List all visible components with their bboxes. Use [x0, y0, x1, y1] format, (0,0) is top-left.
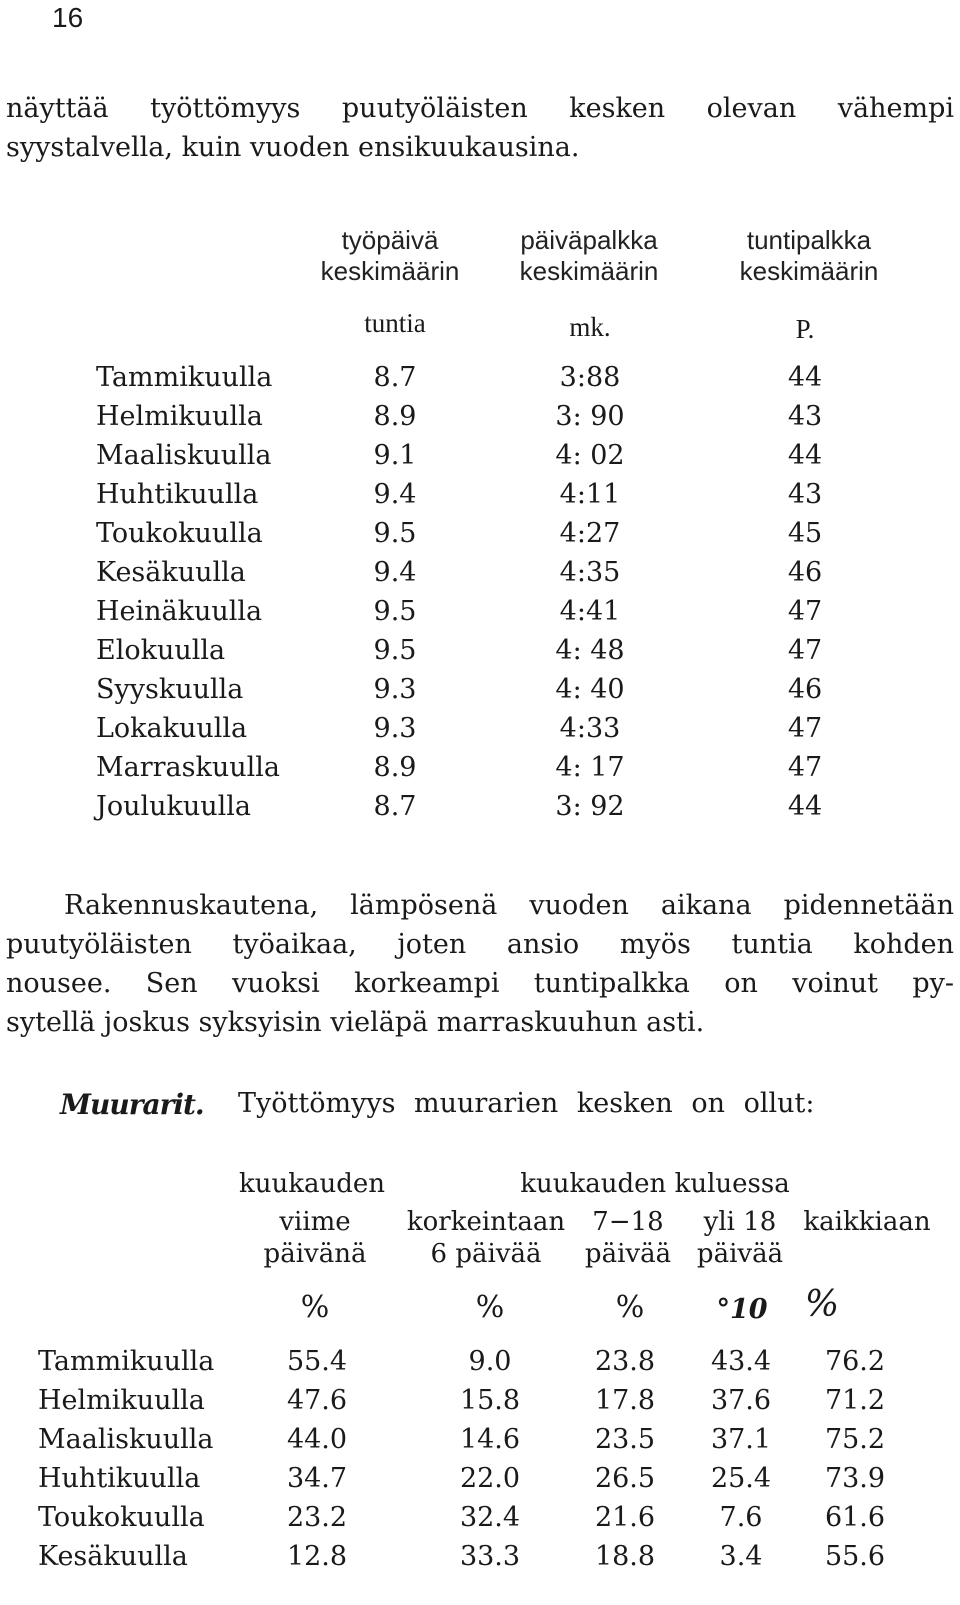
daily-wage-cell: 3: 92	[555, 791, 625, 822]
value-cell: 37.6	[710, 1385, 772, 1416]
table2-header-last-day	[245, 1206, 385, 1270]
mid-paragraph	[6, 886, 954, 1042]
month-cell: Helmikuulla	[96, 401, 263, 432]
table2-header-7-18-days	[578, 1206, 678, 1270]
hourly-wage-cell: 47	[787, 635, 823, 666]
table2-unit: %	[300, 1290, 330, 1325]
text-line: sytellä joskus syksyisin vieläpä marraskuuhun asti.	[6, 1007, 705, 1038]
table2-unit: %	[615, 1290, 645, 1325]
text-line: syystalvella, kuin vuoden ensikuukausina.	[6, 132, 580, 163]
value-cell: 73.9	[824, 1463, 886, 1494]
header-line: 6 päivää	[430, 1239, 542, 1269]
value-cell: 22.0	[459, 1463, 521, 1494]
value-cell: 3.4	[719, 1541, 763, 1572]
month-cell: Heinäkuulla	[96, 596, 263, 627]
month-cell: Toukokuulla	[38, 1502, 205, 1533]
header-line: viime	[279, 1207, 351, 1237]
month-cell: Huhtikuulla	[96, 479, 259, 510]
value-cell: 44.0	[286, 1424, 348, 1455]
hourly-wage-cell: 45	[787, 518, 823, 549]
hourly-wage-cell: 47	[787, 596, 823, 627]
section-heading-muurarit: Muurarit.	[60, 1088, 204, 1121]
table-row	[0, 514, 960, 553]
value-cell: 7.6	[719, 1502, 763, 1533]
value-cell: 55.4	[286, 1346, 348, 1377]
table1-unit-daily-wage: mk.	[569, 312, 611, 342]
table1-unit-hourly-wage: P.	[795, 314, 815, 344]
header-line: kaikkiaan	[803, 1207, 931, 1237]
table-row	[0, 709, 960, 748]
month-cell: Maaliskuulla	[38, 1424, 214, 1455]
table-row	[0, 1537, 960, 1576]
month-cell: Syyskuulla	[96, 674, 244, 705]
hours-cell: 9.4	[373, 479, 417, 510]
value-cell: 32.4	[459, 1502, 521, 1533]
value-cell: 47.6	[286, 1385, 348, 1416]
table2-header-total	[798, 1206, 936, 1238]
value-cell: 71.2	[824, 1385, 886, 1416]
value-cell: 15.8	[459, 1385, 521, 1416]
table-row	[0, 1381, 960, 1420]
daily-wage-cell: 4: 48	[555, 635, 625, 666]
header-line: keskimäärin	[519, 256, 659, 286]
hours-cell: 9.1	[373, 440, 417, 471]
hourly-wage-cell: 43	[787, 401, 823, 432]
month-cell: Helmikuulla	[38, 1385, 205, 1416]
value-cell: 37.1	[710, 1424, 772, 1455]
value-cell: 12.8	[286, 1541, 348, 1572]
month-cell: Kesäkuulla	[38, 1541, 188, 1572]
daily-wage-cell: 4: 02	[555, 440, 625, 471]
header-line: päiväpalkka	[520, 225, 658, 255]
hours-cell: 9.5	[373, 635, 417, 666]
page-number: 16	[52, 2, 84, 33]
hourly-wage-cell: 44	[787, 440, 823, 471]
daily-wage-cell: 4:11	[559, 479, 621, 510]
table2-unit: %	[804, 1284, 840, 1325]
value-cell: 33.3	[459, 1541, 521, 1572]
table-row	[0, 1420, 960, 1459]
month-cell: Toukokuulla	[96, 518, 263, 549]
value-cell: 9.0	[468, 1346, 512, 1377]
value-cell: 21.6	[594, 1502, 656, 1533]
table-row	[0, 553, 960, 592]
table-row	[0, 592, 960, 631]
hourly-wage-cell: 46	[787, 674, 823, 705]
header-line: 7−18	[592, 1207, 664, 1237]
header-line: työpäivä	[341, 225, 439, 255]
table1-header-hourly-wage	[716, 225, 902, 287]
daily-wage-cell: 4:35	[559, 557, 621, 588]
table-row	[0, 436, 960, 475]
table2-group-header-left: kuukauden	[238, 1169, 386, 1199]
table-row	[0, 1459, 960, 1498]
intro-paragraph	[6, 89, 954, 167]
value-cell: 25.4	[710, 1463, 772, 1494]
daily-wage-cell: 3: 90	[555, 401, 625, 432]
hourly-wage-cell: 46	[787, 557, 823, 588]
header-line: päivänä	[263, 1239, 367, 1269]
table2-group-header-right: kuukauden kuluessa	[520, 1169, 790, 1199]
table2-unit: %	[475, 1290, 505, 1325]
daily-wage-cell: 4: 40	[555, 674, 625, 705]
hours-cell: 9.3	[373, 674, 417, 705]
table-row	[0, 475, 960, 514]
month-cell: Tammikuulla	[96, 362, 273, 393]
table-row	[0, 358, 960, 397]
table2-header-over-18-days	[688, 1206, 792, 1270]
month-cell: Joulukuulla	[96, 791, 251, 822]
table-row	[0, 1498, 960, 1537]
hours-cell: 8.7	[373, 362, 417, 393]
value-cell: 23.8	[594, 1346, 656, 1377]
table-row	[0, 748, 960, 787]
month-cell: Maaliskuulla	[96, 440, 272, 471]
month-cell: Huhtikuulla	[38, 1463, 201, 1494]
hours-cell: 8.9	[373, 752, 417, 783]
hours-cell: 9.4	[373, 557, 417, 588]
value-cell: 76.2	[824, 1346, 886, 1377]
table-row	[0, 670, 960, 709]
value-cell: 61.6	[824, 1502, 886, 1533]
table1-header-hours	[300, 225, 480, 287]
header-line: keskimäärin	[739, 256, 879, 286]
value-cell: 23.5	[594, 1424, 656, 1455]
value-cell: 34.7	[286, 1463, 348, 1494]
daily-wage-cell: 3:88	[559, 362, 621, 393]
value-cell: 75.2	[824, 1424, 886, 1455]
hourly-wage-cell: 47	[787, 713, 823, 744]
header-line: päivää	[696, 1239, 784, 1269]
month-cell: Marraskuulla	[96, 752, 281, 783]
month-cell: Lokakuulla	[96, 713, 248, 744]
daily-wage-cell: 4: 17	[555, 752, 625, 783]
table-row	[0, 397, 960, 436]
section-intro: Työttömyys muurarien kesken on ollut:	[238, 1088, 815, 1119]
header-line: korkeintaan	[406, 1207, 566, 1237]
hourly-wage-cell: 43	[787, 479, 823, 510]
value-cell: 43.4	[710, 1346, 772, 1377]
value-cell: 17.8	[594, 1385, 656, 1416]
hourly-wage-cell: 47	[787, 752, 823, 783]
hours-cell: 9.5	[373, 518, 417, 549]
hours-cell: 8.9	[373, 401, 417, 432]
daily-wage-cell: 4:33	[559, 713, 621, 744]
hourly-wage-cell: 44	[787, 791, 823, 822]
month-cell: Tammikuulla	[38, 1346, 215, 1377]
header-line: päivää	[584, 1239, 672, 1269]
hourly-wage-cell: 44	[787, 362, 823, 393]
table-row	[0, 1342, 960, 1381]
hours-cell: 9.3	[373, 713, 417, 744]
table1-header-daily-wage	[497, 225, 681, 287]
header-line: keskimäärin	[320, 256, 460, 286]
value-cell: 26.5	[594, 1463, 656, 1494]
header-line: tuntipalkka	[746, 225, 872, 255]
hours-cell: 8.7	[373, 791, 417, 822]
value-cell: 14.6	[459, 1424, 521, 1455]
value-cell: 23.2	[286, 1502, 348, 1533]
value-cell: 55.6	[824, 1541, 886, 1572]
hours-cell: 9.5	[373, 596, 417, 627]
text-line: puutyöläisten työaikaa, joten ansio myös tuntia kohden	[6, 929, 954, 960]
text-line: Rakennuskautena, lämpösenä vuoden aikana pidennetään	[64, 890, 954, 921]
daily-wage-cell: 4:41	[559, 596, 621, 627]
text-line: nousee. Sen vuoksi korkeampi tuntipalkka on voinut py-	[6, 968, 954, 999]
month-cell: Elokuulla	[96, 635, 226, 666]
table2-header-max-6-days	[400, 1206, 572, 1270]
table-row	[0, 787, 960, 826]
text-line: näyttää työttömyys puutyöläisten kesken olevan vähempi	[6, 93, 954, 124]
table2-unit: °10	[716, 1294, 768, 1325]
value-cell: 18.8	[594, 1541, 656, 1572]
daily-wage-cell: 4:27	[559, 518, 621, 549]
table-row	[0, 631, 960, 670]
table1-unit-hours: tuntia	[364, 308, 426, 338]
header-line: yli 18	[703, 1207, 777, 1237]
month-cell: Kesäkuulla	[96, 557, 246, 588]
